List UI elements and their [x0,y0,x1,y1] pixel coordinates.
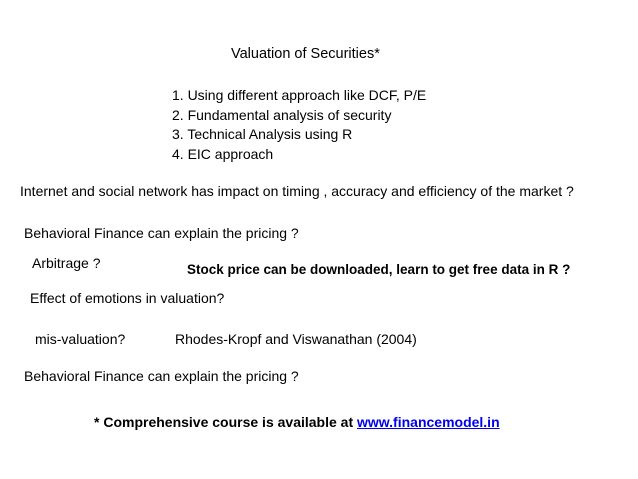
footer-prefix: * Comprehensive course is available at [94,414,358,430]
list-item: 4. EIC approach [172,145,274,162]
arbitrage-text: Arbitrage ? [32,255,101,271]
stock-price-note: Stock price can be downloaded, learn to get free data in R ? [187,262,571,277]
slide-title: Valuation of Securities* [231,46,380,62]
approach-list [172,86,426,164]
behavioral-question-1: Behavioral Finance can explain the pricing ? [24,225,299,241]
list-item: 3. Technical Analysis using R [172,126,353,142]
behavioral-question-2: Behavioral Finance can explain the pricing ? [24,368,299,384]
list-item: 2. Fundamental analysis of security [172,106,392,123]
misvaluation-text: mis-valuation? [35,331,126,347]
reference-text: Rhodes-Kropf and Viswanathan (2004) [175,331,417,347]
emotions-text: Effect of emotions in valuation? [30,290,225,306]
footer-note [94,414,500,431]
footer-link[interactable]: www.financemodel.in [357,414,500,430]
internet-question: Internet and social network has impact on timing , accuracy and efficiency of the market ? [20,183,574,199]
list-item: 1. Using different approach like DCF, P/E [172,87,427,103]
